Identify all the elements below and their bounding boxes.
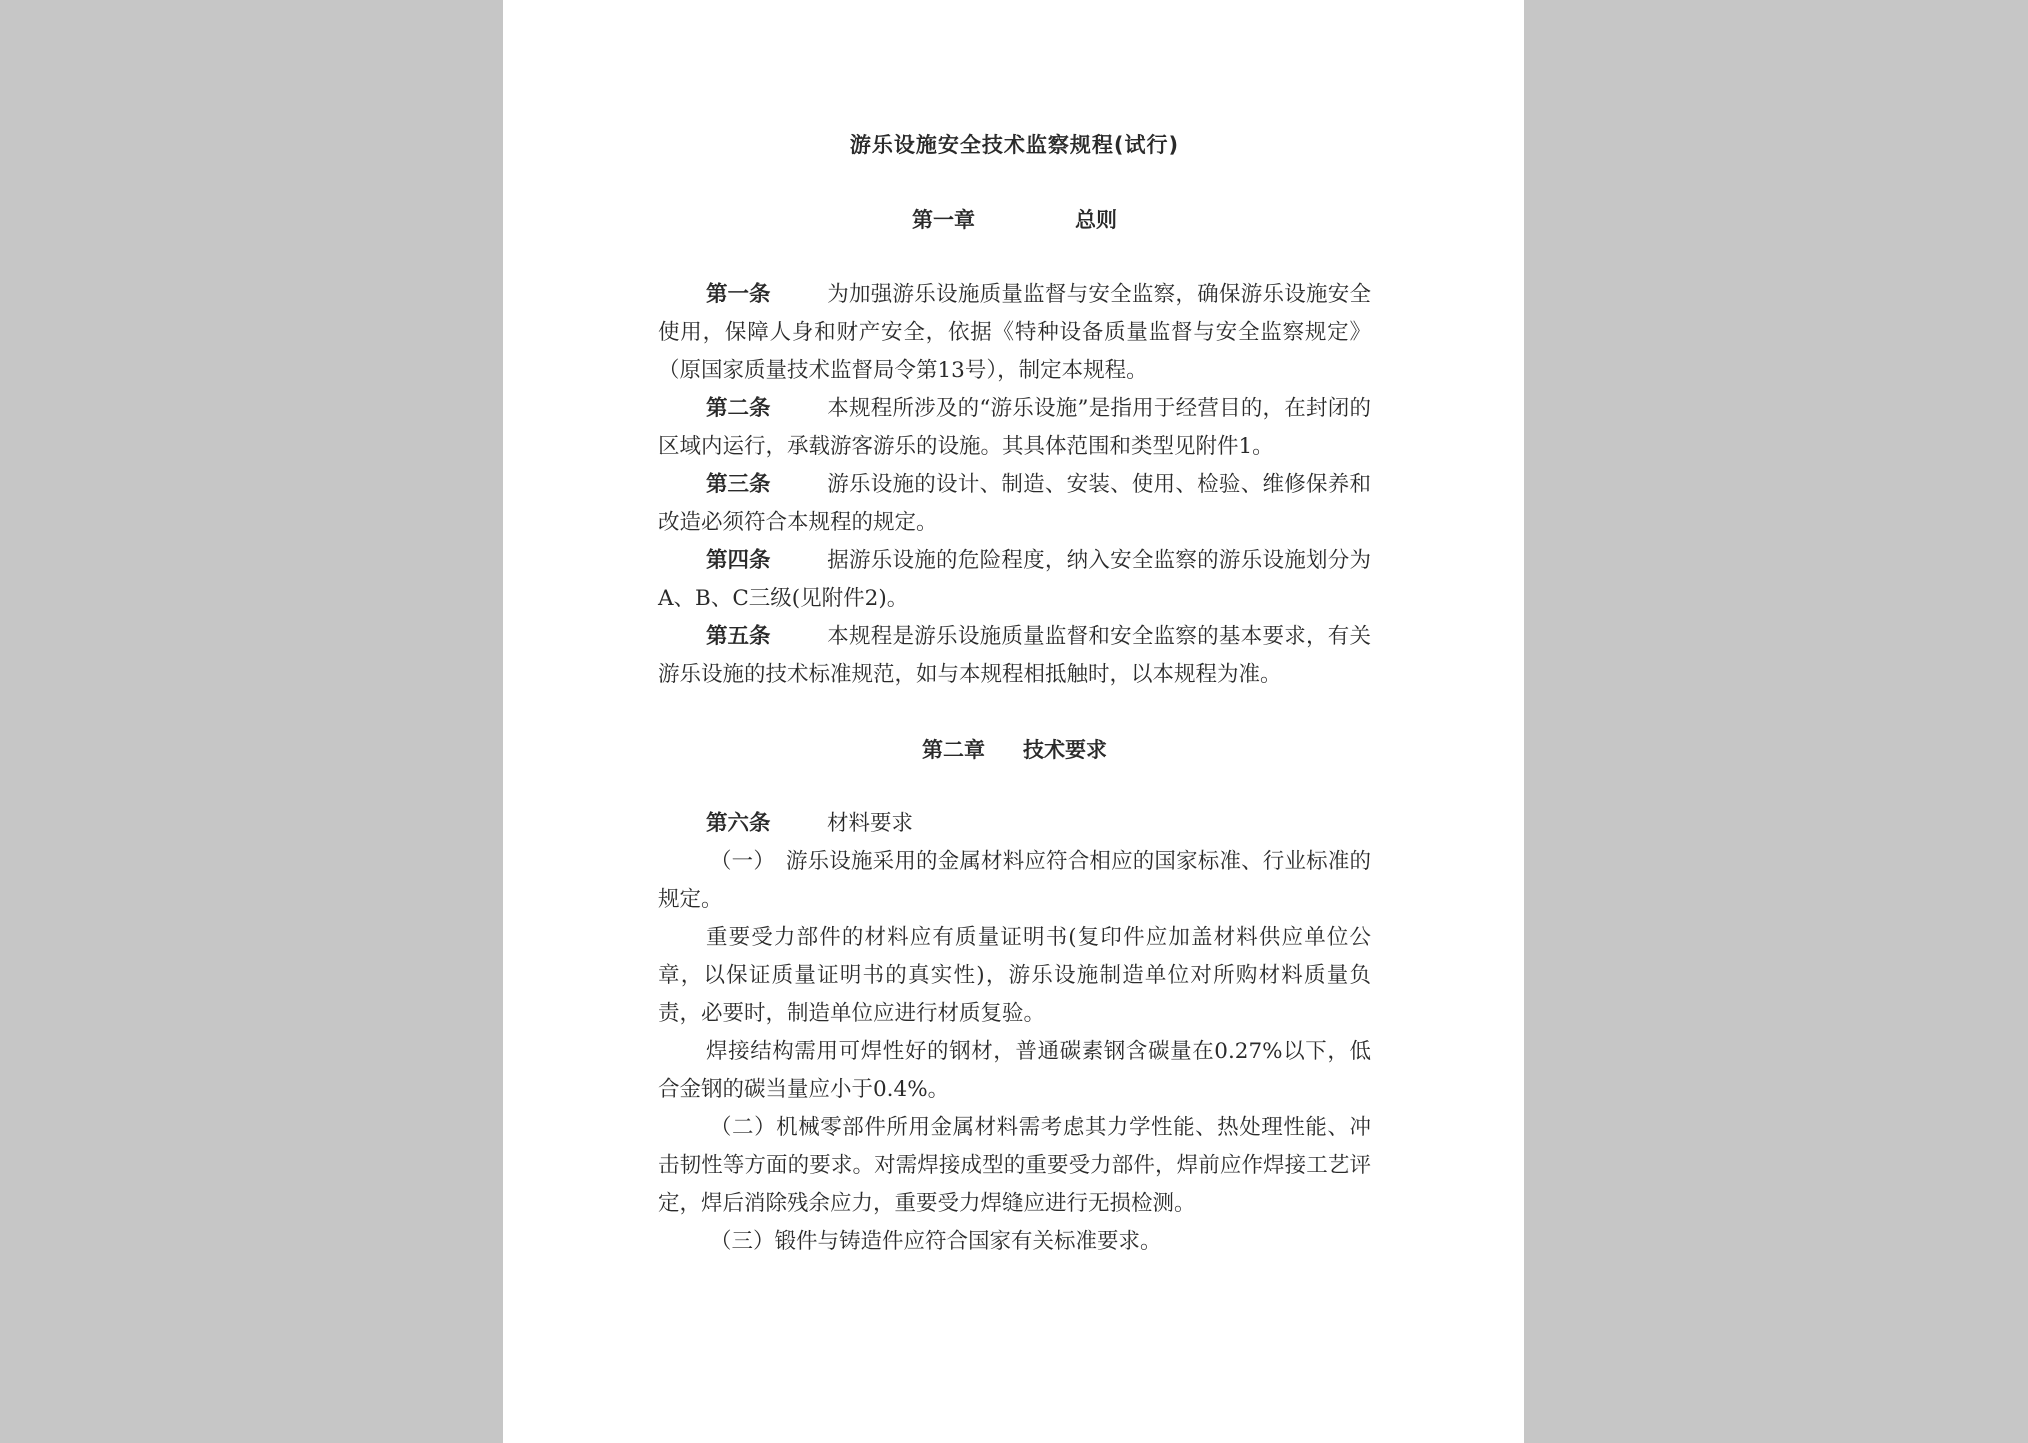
article-paragraph xyxy=(658,276,1371,390)
article-text: 据游乐设施的危险程度，纳入安全监察的游乐设施划分为A、B、C三级(见附件2)。 xyxy=(658,548,1371,611)
chapter-heading-2 xyxy=(658,731,1371,769)
page-content xyxy=(658,126,1371,1261)
body-paragraph: 焊接结构需用可焊性好的钢材，普通碳素钢含碳量在0.27%以下，低合金钢的碳当量应小于0.4%。 xyxy=(658,1039,1371,1102)
article-label: 第五条 xyxy=(706,624,771,649)
article-text: 本规程所涉及的“游乐设施”是指用于经营目的，在封闭的区域内运行，承载游客游乐的设施。其具体范围和类型见附件1。 xyxy=(658,396,1371,459)
document-page xyxy=(503,0,1524,1443)
body-paragraph: （二）机械零部件所用金属材料需考虑其力学性能、热处理性能、冲击韧性等方面的要求。对需焊接成型的重要受力部件，焊前应作焊接工艺评定，焊后消除残余应力，重要受力焊缝应进行无损检测。 xyxy=(658,1115,1371,1216)
article-text: 材料要求 xyxy=(827,811,914,836)
article-label: 第六条 xyxy=(706,811,771,836)
article-paragraph xyxy=(658,542,1371,618)
chapter-name: 总则 xyxy=(1075,208,1117,232)
article-label: 第二条 xyxy=(706,396,771,421)
article-label: 第四条 xyxy=(706,548,771,573)
article-paragraph xyxy=(658,618,1371,694)
body-paragraph: 重要受力部件的材料应有质量证明书(复印件应加盖材料供应单位公章，以保证质量证明书的真实性)，游乐设施制造单位对所购材料质量负责，必要时，制造单位应进行材质复验。 xyxy=(658,925,1371,1026)
body-paragraph: （三）锻件与铸造件应符合国家有关标准要求。 xyxy=(710,1229,1162,1254)
body-paragraph: （一） 游乐设施采用的金属材料应符合相应的国家标准、行业标准的规定。 xyxy=(658,849,1371,912)
article-text: 游乐设施的设计、制造、安装、使用、检验、维修保养和改造必须符合本规程的规定。 xyxy=(658,472,1371,535)
article-paragraph xyxy=(658,805,1371,843)
article-text: 本规程是游乐设施质量监督和安全监察的基本要求，有关游乐设施的技术标准规范，如与本规程相抵触时，以本规程为准。 xyxy=(658,624,1371,687)
article-label: 第一条 xyxy=(706,282,771,307)
article-label: 第三条 xyxy=(706,472,771,497)
document-title: 游乐设施安全技术监察规程(试行) xyxy=(849,133,1180,157)
article-text: 为加强游乐设施质量监督与安全监察，确保游乐设施安全使用，保障人身和财产安全，依据《特种设备质量监督与安全监察规定》（原国家质量技术监督局令第13号），制定本规程。 xyxy=(658,282,1371,383)
chapter-name: 技术要求 xyxy=(1023,738,1107,762)
chapter-heading-1 xyxy=(658,201,1371,239)
chapter-number: 第二章 xyxy=(922,738,985,762)
article-paragraph xyxy=(658,390,1371,466)
article-paragraph xyxy=(658,466,1371,542)
chapter-number: 第一章 xyxy=(912,208,975,232)
